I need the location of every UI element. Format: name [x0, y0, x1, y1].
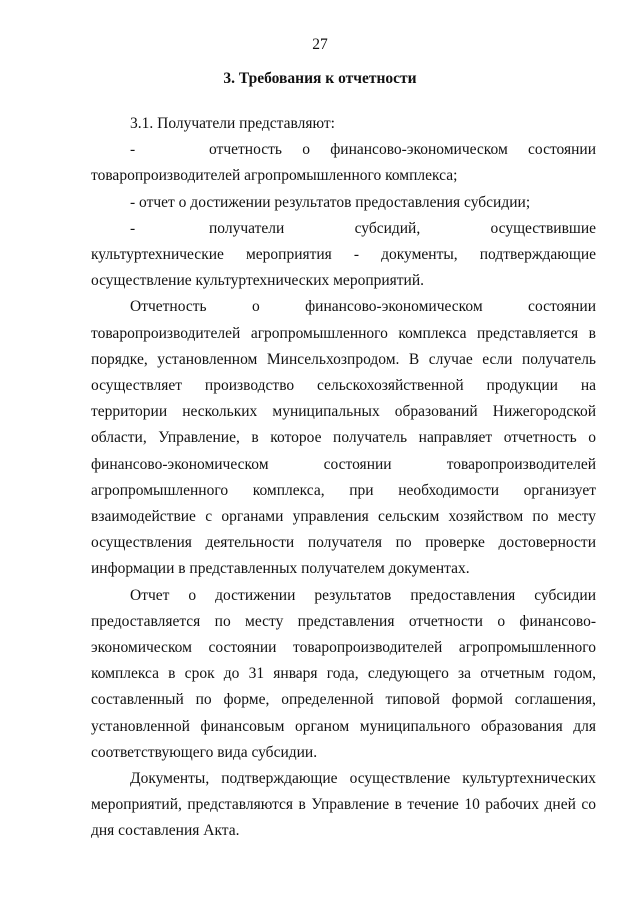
page-number: 27 — [312, 36, 328, 53]
list-item-report-results: - отчет о достижении результатов предоставления субсидии; — [130, 193, 531, 211]
list-item-text: отчетность о финансово-экономическом состоянии товаропроизводителей агропромышленного комплекса; — [91, 141, 596, 185]
section-title: 3. Требования к отчетности — [223, 70, 417, 87]
list-item-documents — [91, 216, 596, 295]
body-text — [91, 111, 596, 845]
paragraph-documents-deadline: Документы, подтверждающие осуществление культуртехнических мероприятий, представляются в Управление в течение 10 рабочих дней со дня составления Акта. — [91, 770, 596, 840]
list-item-reporting — [91, 137, 596, 189]
list-dash: - — [130, 141, 136, 159]
list-dash: - — [130, 219, 136, 237]
paragraph-reporting-order: Отчетность о финансово-экономическом состоянии товаропроизводителей агропромышленного комплекса представляется в порядке, установленном Минсельхозпродом. В случае если получатель осуществляет производство сельскохозяйственной продукции на территории нескольких муниципальных образований Нижегородской области, Управление, в которое получатель направляет отчетность о финансово-экономическом состоянии товаропроизводителей агропромышленного комплекса, при необходимости организует взаимодействие с органами управления сельским хозяйством по месту осуществления деятельности получателя по проверке достоверности информации в представленных получателем документах. — [91, 298, 596, 578]
list-item-text: получатели субсидий, осуществившие культуртехнические мероприятия - документы, подтверждающие осуществление культуртехнических мероприятий. — [91, 219, 596, 290]
paragraph-report-deadline: Отчет о достижении результатов предоставления субсидии предоставляется по месту представления отчетности о финансово-экономическом состоянии товаропроизводителей агропромышленного комплекса в срок до 31 января года, следующего за отчетным годом, составленный по форме, определенной типовой формой соглашения, установленной финансовым органом муниципального образования для соответствующего вида субсидии. — [91, 586, 596, 761]
intro-paragraph: 3.1. Получатели представляют: — [130, 115, 335, 132]
